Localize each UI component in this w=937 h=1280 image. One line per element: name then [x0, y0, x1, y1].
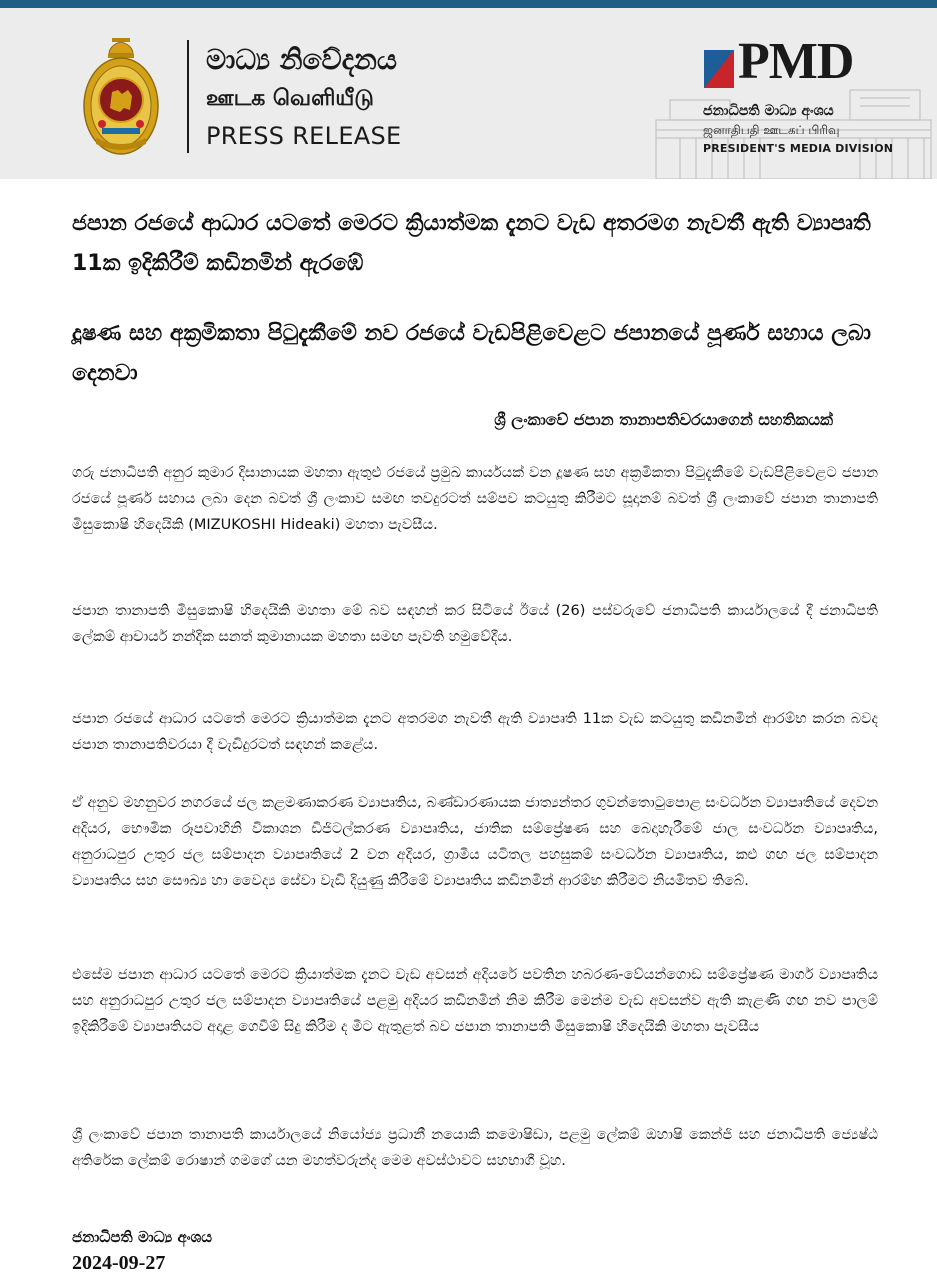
division-sinhala: ජනාධිපති මාධ්‍ය අංශය: [703, 103, 834, 119]
press-release-title: [206, 43, 506, 152]
pmd-logo-text: PMD: [738, 33, 854, 90]
header-divider: [187, 40, 189, 153]
pmd-division-name: [703, 104, 933, 157]
subheadline: ශ්‍රී ලංකාවේ ජපාන තානාපතිවරයාගෙන් සහතිකයක්: [494, 410, 833, 429]
top-accent-bar: [0, 0, 937, 8]
title-tamil: ஊடக வெளியீடு: [206, 86, 374, 111]
footer-date: 2024-09-27: [72, 1252, 166, 1274]
division-english: PRESIDENT'S MEDIA DIVISION: [703, 142, 894, 155]
division-tamil: ஜனாதிபதி ஊடகப் பிரிவு: [703, 123, 840, 137]
headline-primary: ජපාන රජයේ ආධාර යටතේ මෙරට ක්‍රියාත්මක දැනට වැඩ අතරමග නැවතී ඇති ව්‍යාපෘති 11ක ඉදිකිරීම් කඩිනමින් ඇරඹේ: [72, 211, 871, 276]
press-release-header: [0, 8, 937, 179]
title-english: PRESS RELEASE: [206, 122, 402, 150]
title-sinhala: මාධ්‍ය නිවේදනය: [206, 43, 397, 76]
body-paragraph-6: ශ්‍රී ලංකාවේ ජපාන තානාපති කාර්යාලයේ නියෝජ්‍ය ප්‍රධානී නයොකි කමොෂිඩා, පළමු ලේකම් ඔහාෂි කෙන්ජි සහ ජනාධිපති ජ්‍යෙෂ්ඨ අතිරේක ලේකම් රොෂාන් ගමගේ යන මහත්වරුන්ද මෙම අවස්ථාවට සහභාගී වූහ.: [72, 1127, 878, 1169]
headline-secondary: දූෂණ සහ අක්‍රමිකතා පිටුදැකීමේ නව රජයේ වැඩපිළිවෙළට ජපානයේ පූර්ණ සහාය ලබා දෙනවා: [72, 321, 871, 386]
body-paragraph-5: එසේම ජපාන ආධාර යටතේ මෙරට ක්‍රියාත්මක දැනට වැඩ අවසන් අදියරේ පවතින හබරණ-වේයන්ගොඩ සම්ප්‍රේෂණ මාර්ග ව්‍යාපෘතිය සහ අනුරාධපුර උතුර ජල සම්පාදන ව්‍යාපෘතියේ පළමු අදියර කඩිනමින් නිම කිරීම මෙන්ම වැඩ අවසන්ව ඇති කැළණි ගඟ නව පාලම් ඉදිකිරීමේ ව්‍යාපෘතියට අදාළ ගෙවීම් සිදු කිරීම ද මීට ඇතුළත් බව ජපාන තානාපති මිසුකොෂි හිදෙයිකි මහතා පැවසීය: [72, 967, 878, 1035]
body-paragraph-4: ඒ අනුව මහනුවර නගරයේ ජල කළමණාකරණ ව්‍යාපෘතිය, බණ්ඩාරණායක ජාත්‍යන්තර ගුවන්තොටුපොළ සංවර්ධන ව්‍යාපෘතියේ දෙවන අදියර, භෞමික රූපවාහිනි විකාශන ඩිජිටල්කරණ ව්‍යාපෘතිය, ජාතික සම්ප්‍රේෂණ සහ බෙදාහැරීමේ ජාල සංවර්ධන ව්‍යාපෘතිය, අනුරාධපුර උතුර ජල සම්පාදන ව්‍යාපෘතියේ 2 වන අදියර, ග්‍රාමීය යටිතල පහසුකම් සංවර්ධන ව්‍යාපෘතිය, කළු ගඟ ජල සම්පාදන ව්‍යාපෘතිය සහ සෞඛ්‍ය හා වෛද්‍ය සේවා වැඩි දියුණු කිරීමේ ව්‍යාපෘතිය කඩිනමින් ආරම්භ කිරීමට නියමිතව තිබේ.: [72, 795, 878, 889]
body-paragraph-3: ජපාන රජයේ ආධාර යටතේ මෙරට ක්‍රියාත්මක දැනට අතරමග නැවතී ඇති ව්‍යාපෘති 11ක වැඩ කටයුතු කඩිනමින් ආරම්භ කරන බවද ජපාන තානාපතිවරයා දී වැඩිදුරටත් සඳහන් කළේය.: [72, 711, 878, 753]
body-paragraph-1: ගරු ජනාධිපති අනුර කුමාර දිසානායක මහතා ඇතුළු රජයේ ප්‍රමුඛ කාර්යයක් වන දූෂණ සහ අක්‍රමිකතා පිටුදැකීමේ වැඩපිළිවෙළට ජපාන රජයේ පූර්ණ සහාය ලබා දෙන බවත් ශ්‍රී ලංකාව සමඟ තවදුරටත් සම්පව කටයුතු කිරීමට සූදානම් බවත් ශ්‍රී ලංකාවේ ජපාන තානාපති මිසුකොෂි හිදෙයිකි (MIZUKOSHI Hideaki) මහතා පැවසීය.: [72, 465, 878, 533]
footer-organization: ජනාධිපති මාධ්‍ය අංශය: [72, 1228, 213, 1246]
body-paragraph-2: ජපාන තානාපති මිසුකොෂි හිදෙයිකි මහතා මේ බව සඳහන් කර සිටියේ ඊයේ (26) පස්වරුවේ ජනාධිපති කාර්යාලයේ දී ජනාධිපති ලේකම් ආචාර්ය නන්දික සනත් කුමානායක මහතා සමඟ පැවති හමුවේදීය.: [72, 603, 878, 645]
sri-lanka-emblem-icon: [82, 38, 160, 156]
